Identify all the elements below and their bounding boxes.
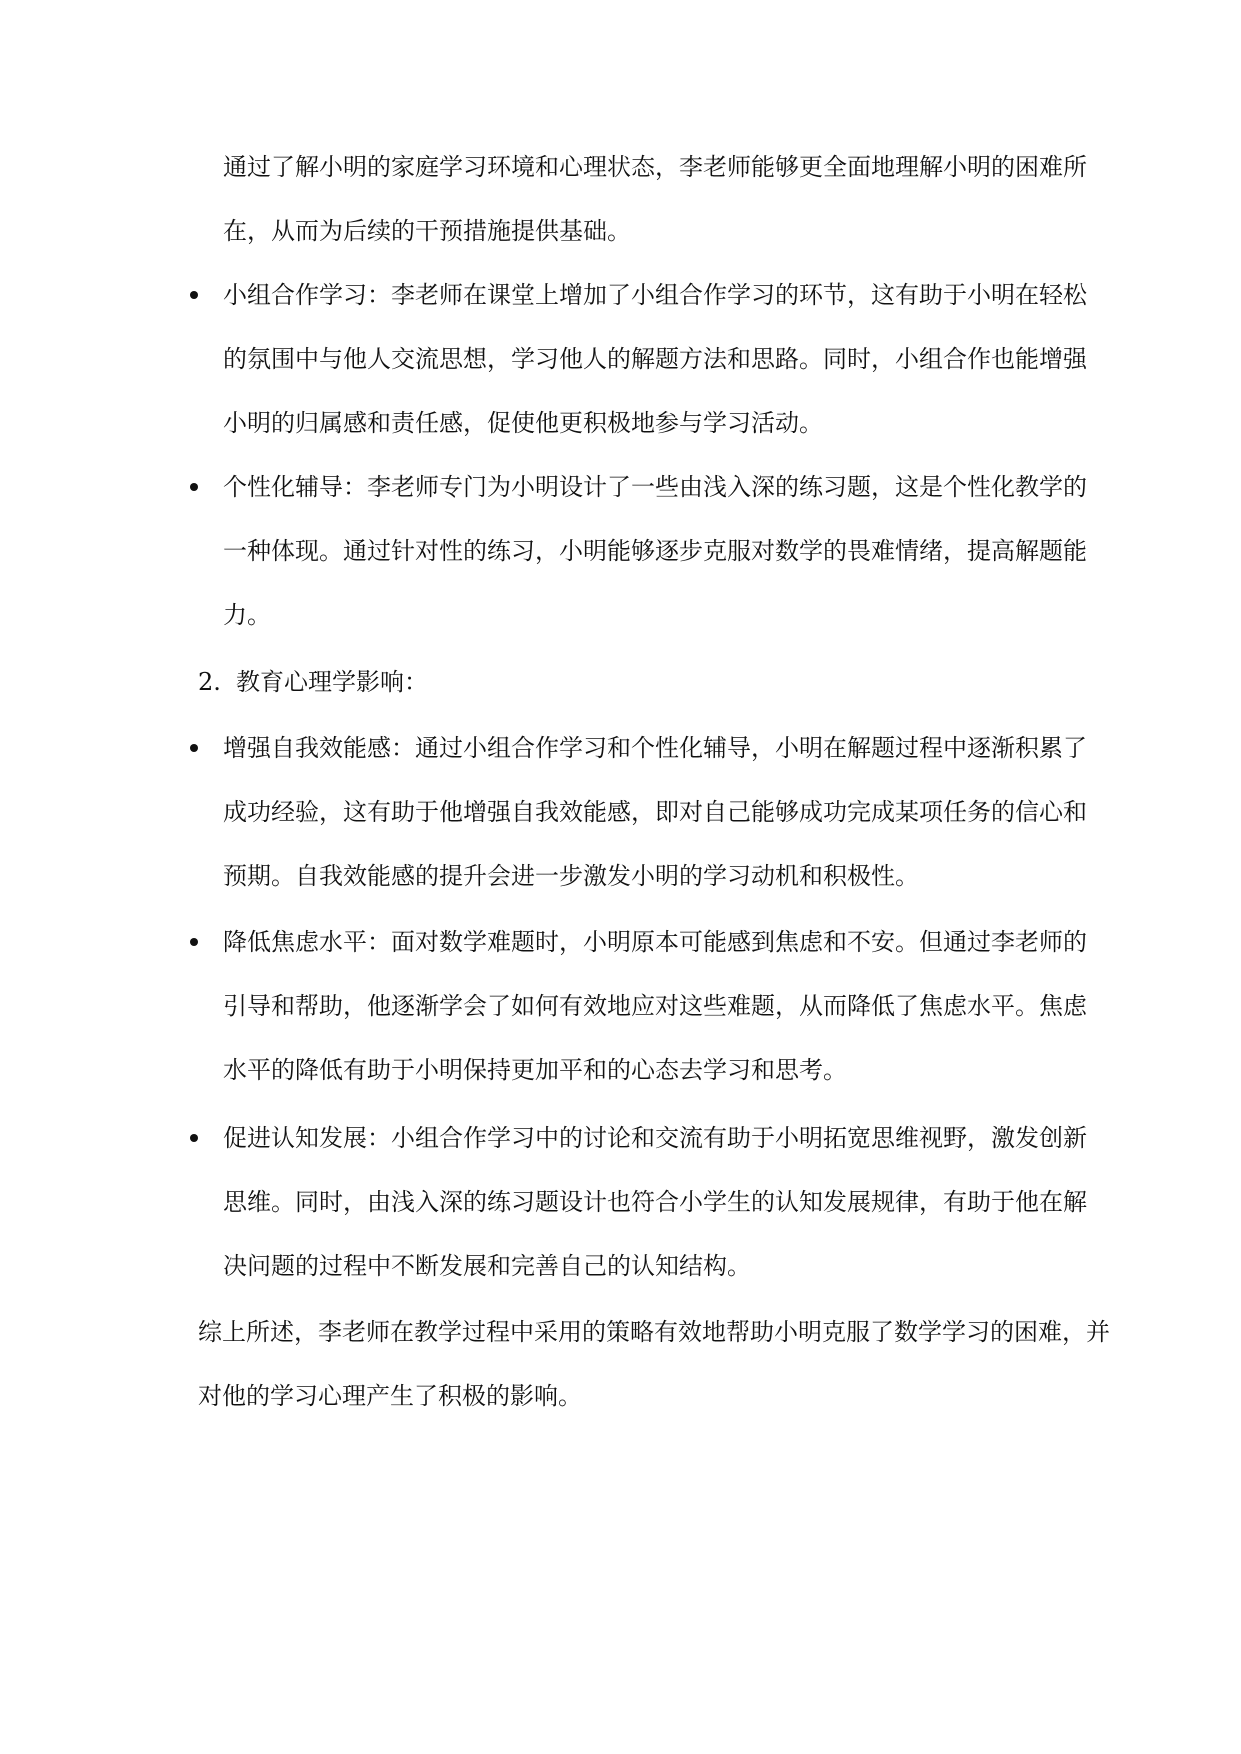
bullet-icon: [190, 483, 198, 491]
bullet-icon: [190, 938, 198, 946]
bullet-icon: [190, 291, 198, 299]
list-item-text: 增强自我效能感：通过小组合作学习和个性化辅导，小明在解题过程中逐渐积累了成功经验，这有助于他增强自我效能感，即对自己能够成功完成某项任务的信心和预期。自我效能感的提升会进一步激发小明的学习动机和积极性。: [223, 734, 1087, 890]
section-heading: [198, 650, 428, 714]
bullet-icon: [190, 744, 198, 752]
continuation-paragraph: 通过了解小明的家庭学习环境和心理状态，李老师能够更全面地理解小明的困难所在，从而为后续的干预措施提供基础。: [223, 153, 1087, 245]
list-item-text: 降低焦虑水平：面对数学难题时，小明原本可能感到焦虑和不安。但通过李老师的引导和帮助，他逐渐学会了如何有效地应对这些难题，从而降低了焦虑水平。焦虑水平的降低有助于小明保持更加平和的心态去学习和思考。: [223, 928, 1087, 1084]
list-item-text: 小组合作学习：李老师在课堂上增加了小组合作学习的环节，这有助于小明在轻松的氛围中与他人交流思想，学习他人的解题方法和思路。同时，小组合作也能增强小明的归属感和责任感，促使他更积极地参与学习活动。: [223, 281, 1087, 437]
section-title: 教育心理学影响：: [236, 668, 428, 696]
summary-paragraph: 综上所述，李老师在教学过程中采用的策略有效地帮助小明克服了数学学习的困难，并对他的学习心理产生了积极的影响。: [198, 1318, 1110, 1410]
section-number: 2.: [198, 668, 221, 696]
list-item-text: 个性化辅导：李老师专门为小明设计了一些由浅入深的练习题，这是个性化教学的一种体现。通过针对性的练习，小明能够逐步克服对数学的畏难情绪，提高解题能力。: [223, 473, 1087, 629]
list-item-text: 促进认知发展：小组合作学习中的讨论和交流有助于小明拓宽思维视野，激发创新思维。同时，由浅入深的练习题设计也符合小学生的认知发展规律，有助于他在解决问题的过程中不断发展和完善自己的认知结构。: [223, 1124, 1087, 1280]
bullet-icon: [190, 1134, 198, 1142]
